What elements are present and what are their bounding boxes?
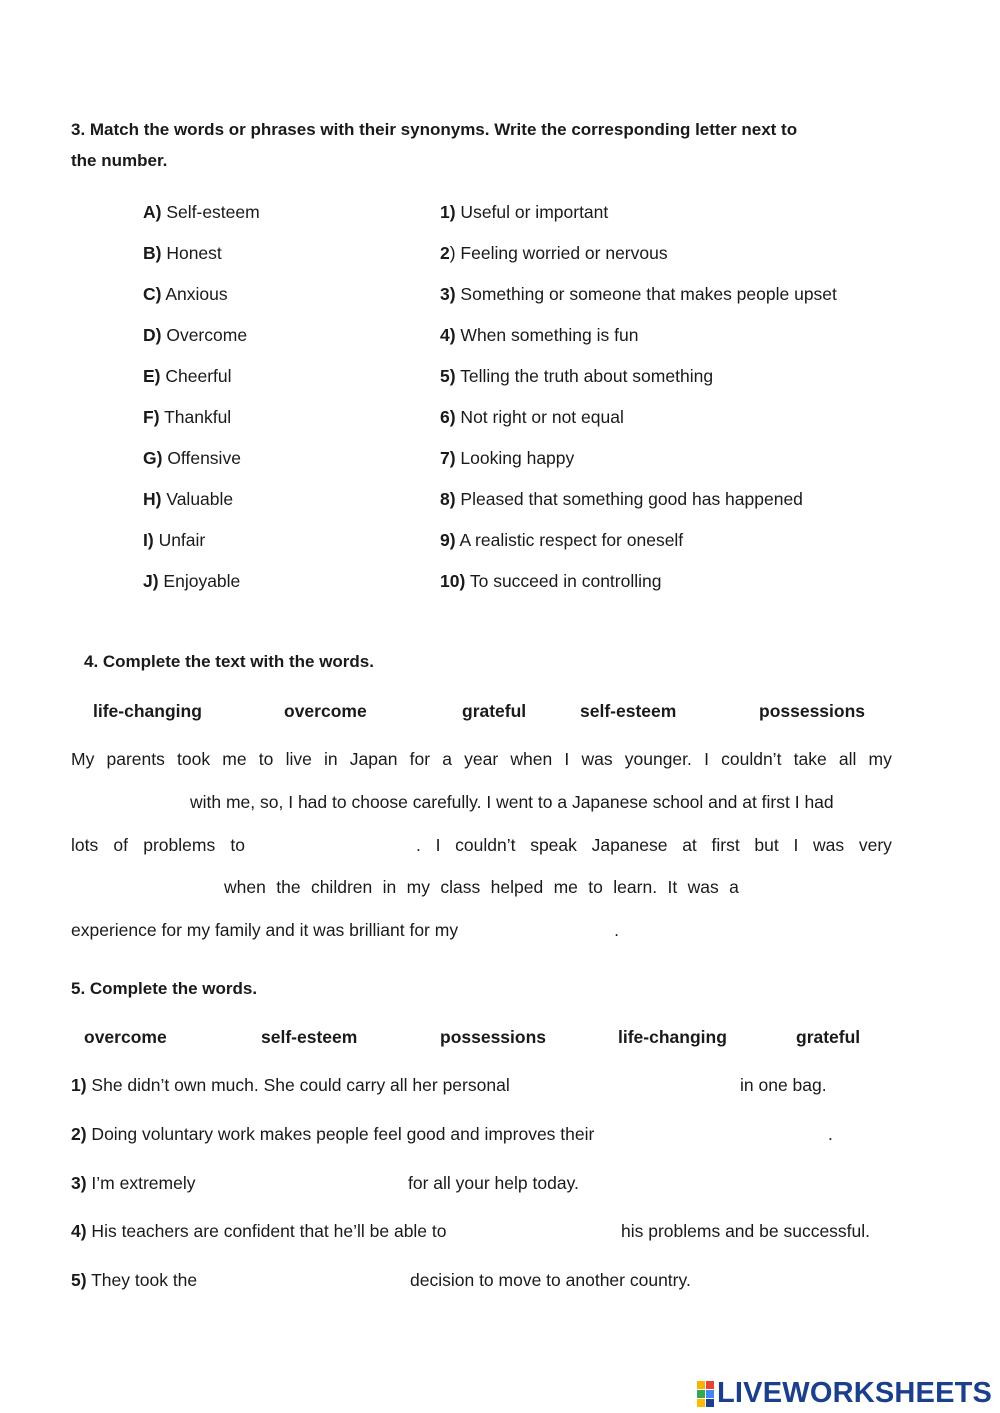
answer-blank[interactable] [475, 1221, 615, 1241]
paragraph-word: couldn’t [455, 835, 516, 855]
word-bank-4-word: life-changing [93, 701, 202, 721]
paragraph-word: take [793, 749, 827, 769]
word-bank-5-word: life-changing [618, 1027, 727, 1047]
logo-text: LIVEWORKSHEETS [717, 1377, 993, 1409]
paragraph-word: me [553, 877, 578, 897]
word-bank-4-word: possessions [759, 701, 866, 721]
paragraph-word: class [440, 877, 481, 897]
paragraph-word: Japanese [591, 835, 668, 855]
paragraph-word: I [793, 835, 799, 855]
paragraph-word: was [687, 877, 719, 897]
exercise-5-item-2-end: . [828, 1124, 833, 1144]
paragraph-word: all [838, 749, 857, 769]
paragraph-word: my [406, 877, 430, 897]
match-definition-6: 6) Not right or not equal [440, 407, 624, 427]
paragraph-word: to [230, 835, 245, 855]
paragraph-word: me [222, 749, 247, 769]
answer-blank[interactable] [212, 1270, 402, 1290]
match-word-7: G) Offensive [143, 448, 241, 468]
paragraph-word: a [729, 877, 739, 897]
logo-mark-block [697, 1381, 705, 1389]
word-bank-4-word: grateful [462, 701, 527, 721]
paragraph-word: took [177, 749, 211, 769]
answer-blank-overcome[interactable] [245, 835, 416, 855]
word-bank-5-word: self-esteem [261, 1027, 358, 1047]
match-definition-4: 4) When something is fun [440, 325, 639, 345]
paragraph-word: live [285, 749, 312, 769]
paragraph-word: of [113, 835, 129, 855]
liveworksheets-logo[interactable] [697, 1377, 992, 1410]
paragraph-line-5: experience for my family and it was brilliant for my . [71, 920, 619, 940]
paragraph-word: in [324, 749, 338, 769]
paragraph-word: was [813, 835, 845, 855]
exercise-5-item-2: 2) Doing voluntary work makes people feel good and improves their [71, 1124, 595, 1144]
paragraph-word: but [754, 835, 779, 855]
match-definition-5: 5) Telling the truth about something [440, 366, 714, 386]
match-word-10: J) Enjoyable [143, 571, 241, 591]
paragraph-word: learn. [613, 877, 658, 897]
match-word-2: B) Honest [143, 243, 222, 263]
paragraph-word: for [409, 749, 431, 769]
paragraph-word: the [276, 877, 301, 897]
match-word-3: C) Anxious [143, 284, 228, 304]
paragraph-word: couldn’t [721, 749, 782, 769]
exercise-5-item-5: 5) They took the [71, 1270, 198, 1290]
match-definition-10: 10) To succeed in controlling [440, 571, 662, 591]
answer-blank-life-changing[interactable] [739, 877, 892, 897]
paragraph-word: to [258, 749, 274, 769]
paragraph-word: I [564, 749, 570, 769]
match-definition-7: 7) Looking happy [440, 448, 575, 468]
match-definition-1: 1) Useful or important [440, 202, 609, 222]
exercise-5-item-3-end: for all your help today. [408, 1173, 579, 1193]
paragraph-word: was [581, 749, 613, 769]
paragraph-word: problems [143, 835, 216, 855]
logo-mark-block [697, 1399, 705, 1407]
word-bank-5-word: grateful [796, 1027, 861, 1047]
paragraph-line-2: with me, so, I had to choose carefully. I went to a Japanese school and at first I had [190, 792, 834, 812]
match-definition-8: 8) Pleased that something good has happened [440, 489, 803, 509]
match-definition-2: 2) Feeling worried or nervous [440, 243, 668, 263]
match-word-6: F) Thankful [143, 407, 232, 427]
paragraph-word: first [711, 835, 740, 855]
paragraph-word: a [442, 749, 452, 769]
section-3-title-line2: the number. [71, 151, 168, 170]
paragraph-word: I [435, 835, 441, 855]
paragraph-word: My [71, 749, 95, 769]
paragraph-word: parents [106, 749, 165, 769]
paragraph-line-4 [71, 877, 892, 897]
paragraph-word: younger. [624, 749, 692, 769]
word-bank-4-word: overcome [284, 701, 367, 721]
section-4-title: 4. Complete the text with the words. [84, 652, 374, 671]
word-bank-5-word: possessions [440, 1027, 547, 1047]
paragraph-word: when [224, 877, 266, 897]
paragraph-word: Japan [349, 749, 398, 769]
exercise-5-item-1: 1) She didn’t own much. She could carry all her personal [71, 1075, 510, 1095]
match-word-4: D) Overcome [143, 325, 248, 345]
word-bank-5-word: overcome [84, 1027, 167, 1047]
paragraph-word: when [510, 749, 553, 769]
word-bank-4-word: self-esteem [580, 701, 677, 721]
match-word-9: I) Unfair [143, 530, 206, 550]
answer-blank[interactable] [540, 1075, 732, 1095]
paragraph-word: to [588, 877, 603, 897]
paragraph-word: helped [490, 877, 544, 897]
exercise-5-item-5-end: decision to move to another country. [410, 1270, 691, 1290]
paragraph-word: very [858, 835, 892, 855]
paragraph-word: . [416, 835, 421, 855]
paragraph-word: I [704, 749, 709, 769]
logo-mark-block [706, 1390, 714, 1398]
answer-blank-grateful[interactable] [71, 877, 224, 897]
logo-mark-block [706, 1381, 714, 1389]
answer-blank[interactable] [210, 1173, 400, 1193]
exercise-5-item-3: 3) I’m extremely [71, 1173, 196, 1193]
answer-blank[interactable] [630, 1124, 820, 1144]
paragraph-word: in [382, 877, 397, 897]
match-definition-3: 3) Something or someone that makes people upset [440, 284, 837, 304]
match-word-8: H) Valuable [143, 489, 234, 509]
paragraph-word: my [868, 749, 892, 769]
liveworksheets-logo-icon [697, 1381, 714, 1407]
section-3-title-line1: 3. Match the words or phrases with their synonyms. Write the corresponding letter next to [71, 120, 798, 139]
paragraph-word: year [464, 749, 499, 769]
exercise-5-item-4: 4) His teachers are confident that he’ll be able to [71, 1221, 447, 1241]
match-word-5: E) Cheerful [143, 366, 232, 386]
match-definition-9: 9) A realistic respect for oneself [440, 530, 684, 550]
paragraph-line-1 [71, 749, 892, 769]
section-5-title: 5. Complete the words. [71, 979, 258, 998]
paragraph-word: speak [530, 835, 577, 855]
paragraph-line-3 [71, 835, 892, 855]
logo-mark-block [697, 1390, 705, 1398]
paragraph-word: lots [71, 835, 99, 855]
exercise-5-item-1-end: in one bag. [740, 1075, 827, 1095]
exercise-5-item-4-end: his problems and be successful. [621, 1221, 871, 1241]
match-word-1: A) Self-esteem [143, 202, 260, 222]
paragraph-word: children [310, 877, 373, 897]
paragraph-word: at [682, 835, 697, 855]
logo-mark-block [706, 1399, 714, 1407]
paragraph-word: It [667, 877, 678, 897]
